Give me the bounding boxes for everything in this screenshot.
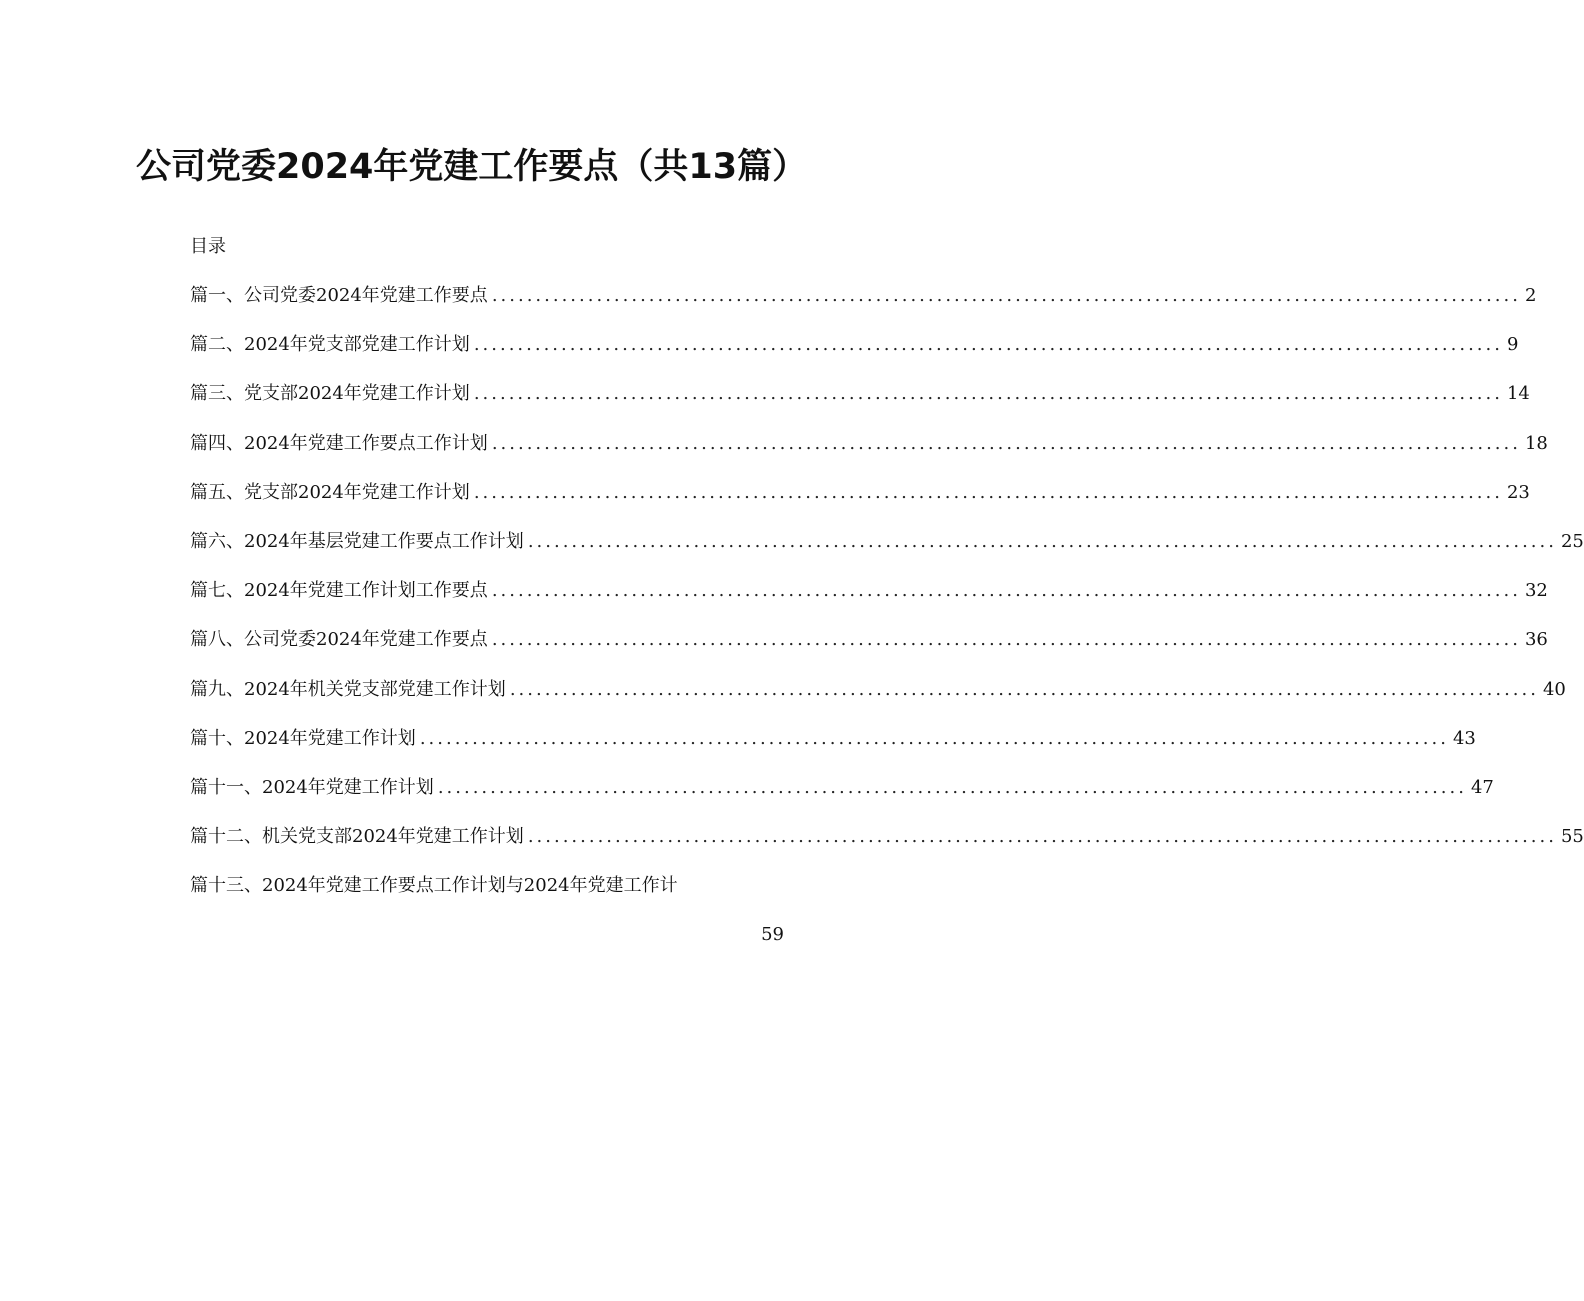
toc-entry[interactable]: [190, 381, 1530, 430]
toc-entry-label: 篇八、公司党委2024年党建工作要点: [190, 629, 488, 651]
toc-leader-dots: ......................................................................................................................: [527, 826, 1557, 848]
toc-leader-dots: ......................................................................................................................: [491, 580, 1521, 602]
toc-leader-dots: ......................................................................................................................: [491, 629, 1521, 651]
toc-entry-page: 32: [1524, 580, 1548, 602]
toc-entry-label: 篇十二、机关党支部2024年党建工作计划: [190, 826, 524, 848]
toc-list: [190, 283, 1584, 873]
toc-entry[interactable]: [190, 677, 1566, 726]
toc-entry-page: 43: [1452, 727, 1476, 749]
toc-entry-label: 篇十一、2024年党建工作计划: [190, 776, 434, 798]
toc-entry[interactable]: [190, 431, 1548, 480]
toc-leader-dots: ......................................................................................................................: [419, 727, 1449, 749]
toc-leader-dots: ......................................................................................................................: [473, 383, 1503, 405]
toc-entry-last-page: 59: [761, 924, 784, 945]
toc-leader-dots: ......................................................................................................................: [491, 432, 1521, 454]
toc-heading: 目录: [190, 236, 226, 257]
toc-leader-dots: ......................................................................................................................: [437, 776, 1467, 798]
toc-entry-page: 2: [1524, 285, 1537, 306]
toc-entry-label: 篇一、公司党委2024年党建工作要点: [190, 285, 488, 306]
toc-entry-page: 40: [1542, 678, 1566, 700]
toc-entry-page: 36: [1524, 629, 1548, 651]
toc-entry-label: 篇七、2024年党建工作计划工作要点: [190, 580, 488, 602]
toc-leader-dots: ......................................................................................................................: [473, 481, 1503, 503]
toc-leader-dots: ......................................................................................................................: [491, 285, 1521, 306]
toc-entry-page: 25: [1560, 530, 1584, 552]
toc-entry-label: 篇三、党支部2024年党建工作计划: [190, 383, 470, 405]
toc-entry[interactable]: [190, 775, 1494, 824]
toc-entry[interactable]: [190, 578, 1548, 627]
toc-entry-page: 47: [1470, 776, 1494, 798]
toc-entry-page: 9: [1506, 334, 1519, 356]
toc-entry[interactable]: [190, 824, 1584, 873]
toc-entry[interactable]: [190, 529, 1584, 578]
toc-leader-dots: ......................................................................................................................: [509, 678, 1539, 700]
document-title: 公司党委2024年党建工作要点（共13篇）: [136, 147, 808, 187]
toc-entry-label: 篇九、2024年机关党支部党建工作计划: [190, 678, 506, 700]
toc-entry-page: 23: [1506, 481, 1530, 503]
toc-entry[interactable]: [190, 726, 1476, 775]
toc-entry[interactable]: [190, 332, 1519, 381]
toc-entry-page: 18: [1524, 432, 1548, 454]
toc-entry-label: 篇四、2024年党建工作要点工作计划: [190, 432, 488, 454]
toc-entry[interactable]: [190, 480, 1530, 529]
toc-entry[interactable]: [190, 283, 1537, 332]
toc-entry-label: 篇二、2024年党支部党建工作计划: [190, 334, 470, 356]
toc-entry-label: 篇五、党支部2024年党建工作计划: [190, 481, 470, 503]
toc-entry-page: 55: [1560, 826, 1584, 848]
toc-entry-label: 篇六、2024年基层党建工作要点工作计划: [190, 530, 524, 552]
toc-entry-last-label[interactable]: 篇十三、2024年党建工作要点工作计划与2024年党建工作计: [190, 875, 678, 896]
toc-leader-dots: ......................................................................................................................: [473, 334, 1503, 356]
toc-entry-label: 篇十、2024年党建工作计划: [190, 727, 416, 749]
toc-leader-dots: ......................................................................................................................: [527, 530, 1557, 552]
toc-entry-page: 14: [1506, 383, 1530, 405]
toc-entry[interactable]: [190, 627, 1548, 676]
